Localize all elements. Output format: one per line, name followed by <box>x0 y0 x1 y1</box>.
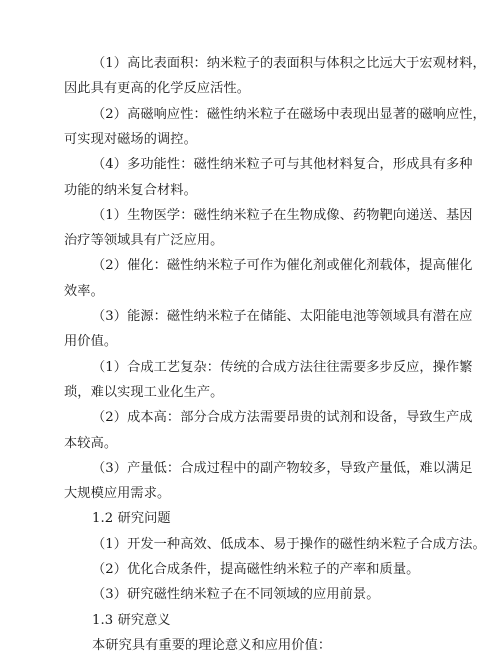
paragraph-line: 可实现对磁场的调控。 <box>64 131 197 147</box>
paragraph-line: （2）催化：磁性纳米粒子可作为催化剂或催化剂载体，提高催化 <box>92 258 473 274</box>
paragraph-line: 琐，难以实现工业化生产。 <box>64 384 224 400</box>
paragraph-line: （3）产量低：合成过程中的副产物较多，导致产量低，难以满足 <box>92 460 473 476</box>
list-item: （3）研究磁性纳米粒子在不同领域的应用前景。 <box>92 587 380 603</box>
paragraph-line: 效率。 <box>64 283 104 299</box>
paragraph-line: （2）高磁响应性：磁性纳米粒子在磁场中表现出显著的磁响应性， <box>92 106 486 122</box>
paragraph-line: 大规模应用需求。 <box>64 486 171 502</box>
paragraph-line: 本研究具有重要的理论意义和应用价值： <box>92 637 332 653</box>
paragraph-line: 功能的纳米复合材料。 <box>64 182 197 198</box>
list-item: （2）优化合成条件，提高磁性纳米粒子的产率和质量。 <box>92 562 420 577</box>
paragraph-line: 治疗等领域具有广泛应用。 <box>64 233 224 249</box>
paragraph-line: 本较高。 <box>64 435 118 451</box>
paragraph-line: （1）高比表面积：纳米粒子的表面积与体积之比远大于宏观材料， <box>92 56 486 71</box>
paragraph-line: 因此具有更高的化学反应活性。 <box>64 81 251 97</box>
paragraph-line: （3）能源：磁性纳米粒子在储能、太阳能电池等领域具有潜在应 <box>92 309 473 324</box>
paragraph-line: （2）成本高：部分合成方法需要昂贵的试剂和设备，导致生产成 <box>92 410 473 426</box>
paragraph-line: （1）生物医学：磁性纳米粒子在生物成像、药物靶向递送、基因 <box>92 207 473 223</box>
section-heading: 1.3 研究意义 <box>92 612 171 628</box>
paragraph-line: （4）多功能性：磁性纳米粒子可与其他材料复合，形成具有多种 <box>92 157 473 173</box>
section-heading: 1.2 研究问题 <box>92 511 171 527</box>
paragraph-line: （1）合成工艺复杂：传统的合成方法往往需要多步反应，操作繁 <box>92 359 473 375</box>
list-item: （1）开发一种高效、低成本、易于操作的磁性纳米粒子合成方法。 <box>92 536 486 552</box>
paragraph-line: 用价值。 <box>64 334 118 350</box>
